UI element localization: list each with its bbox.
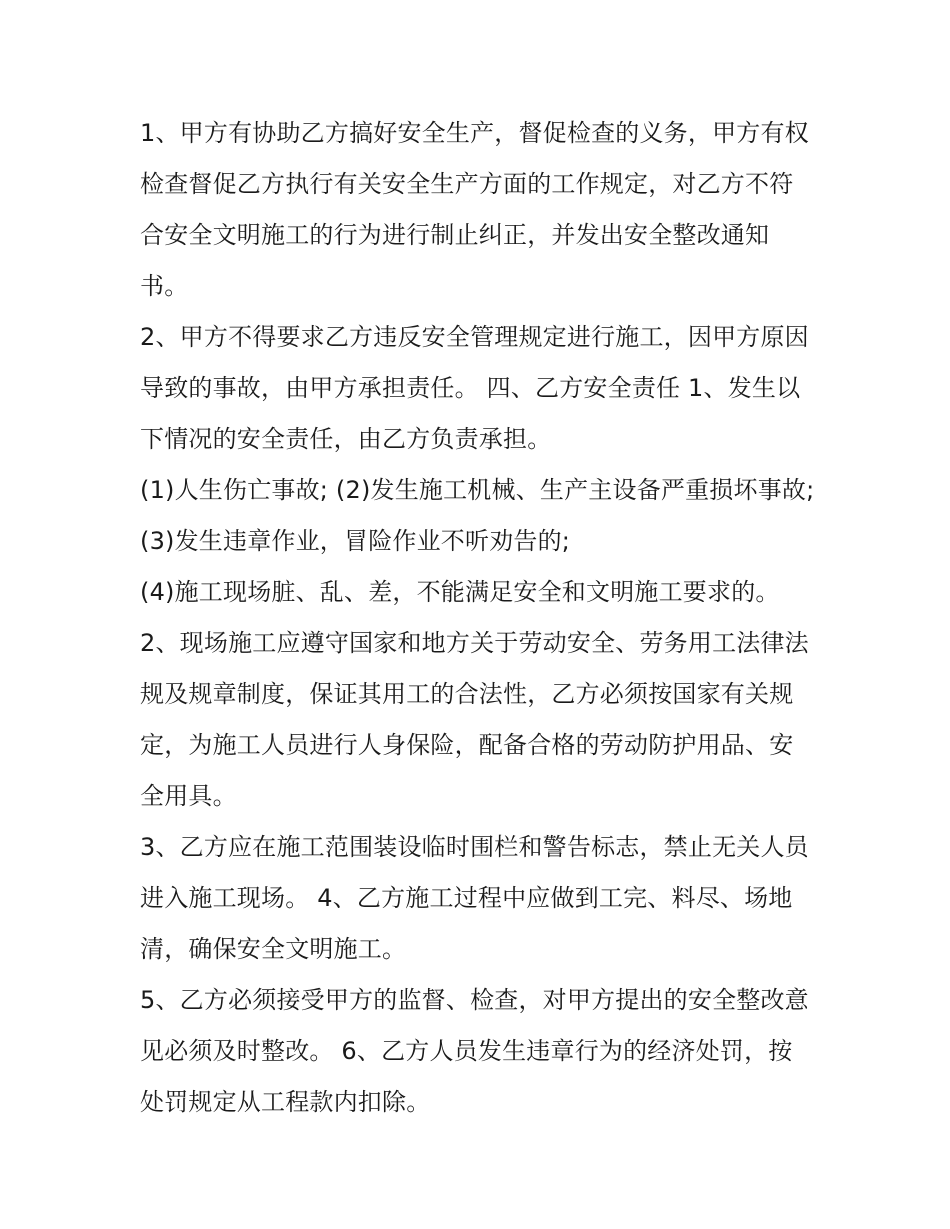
paragraph-3: (1)人生伤亡事故; (2)发生施工机械、生产主设备严重损坏事故; (3)发生违章作业，冒险作业不听劝告的; xyxy=(140,476,815,555)
document-body xyxy=(140,108,816,1128)
paragraph-2: 2、甲方不得要求乙方违反安全管理规定进行施工，因甲方原因导致的事故，由甲方承担责任。 四、乙方安全责任 1、发生以下情况的安全责任，由乙方负责承担。 xyxy=(140,323,809,453)
paragraph-5: 2、现场施工应遵守国家和地方关于劳动安全、劳务用工法律法规及规章制度，保证其用工的合法性，乙方必须按国家有关规定，为施工人员进行人身保险，配备合格的劳动防护用品、安全用具。 xyxy=(140,629,809,810)
paragraph-1: 1、甲方有协助乙方搞好安全生产，督促检查的义务，甲方有权检查督促乙方执行有关安全生产方面的工作规定，对乙方不符合安全文明施工的行为进行制止纠正，并发出安全整改通知书。 xyxy=(140,119,809,300)
paragraph-6: 3、乙方应在施工范围装设临时围栏和警告标志，禁止无关人员进入施工现场。 4、乙方施工过程中应做到工完、料尽、场地清，确保安全文明施工。 xyxy=(140,833,809,963)
paragraph-4: (4)施工现场脏、乱、差，不能满足安全和文明施工要求的。 xyxy=(140,578,780,606)
paragraph-7: 5、乙方必须接受甲方的监督、检查，对甲方提出的安全整改意见必须及时整改。 6、乙方人员发生违章行为的经济处罚，按处罚规定从工程款内扣除。 xyxy=(140,986,809,1116)
